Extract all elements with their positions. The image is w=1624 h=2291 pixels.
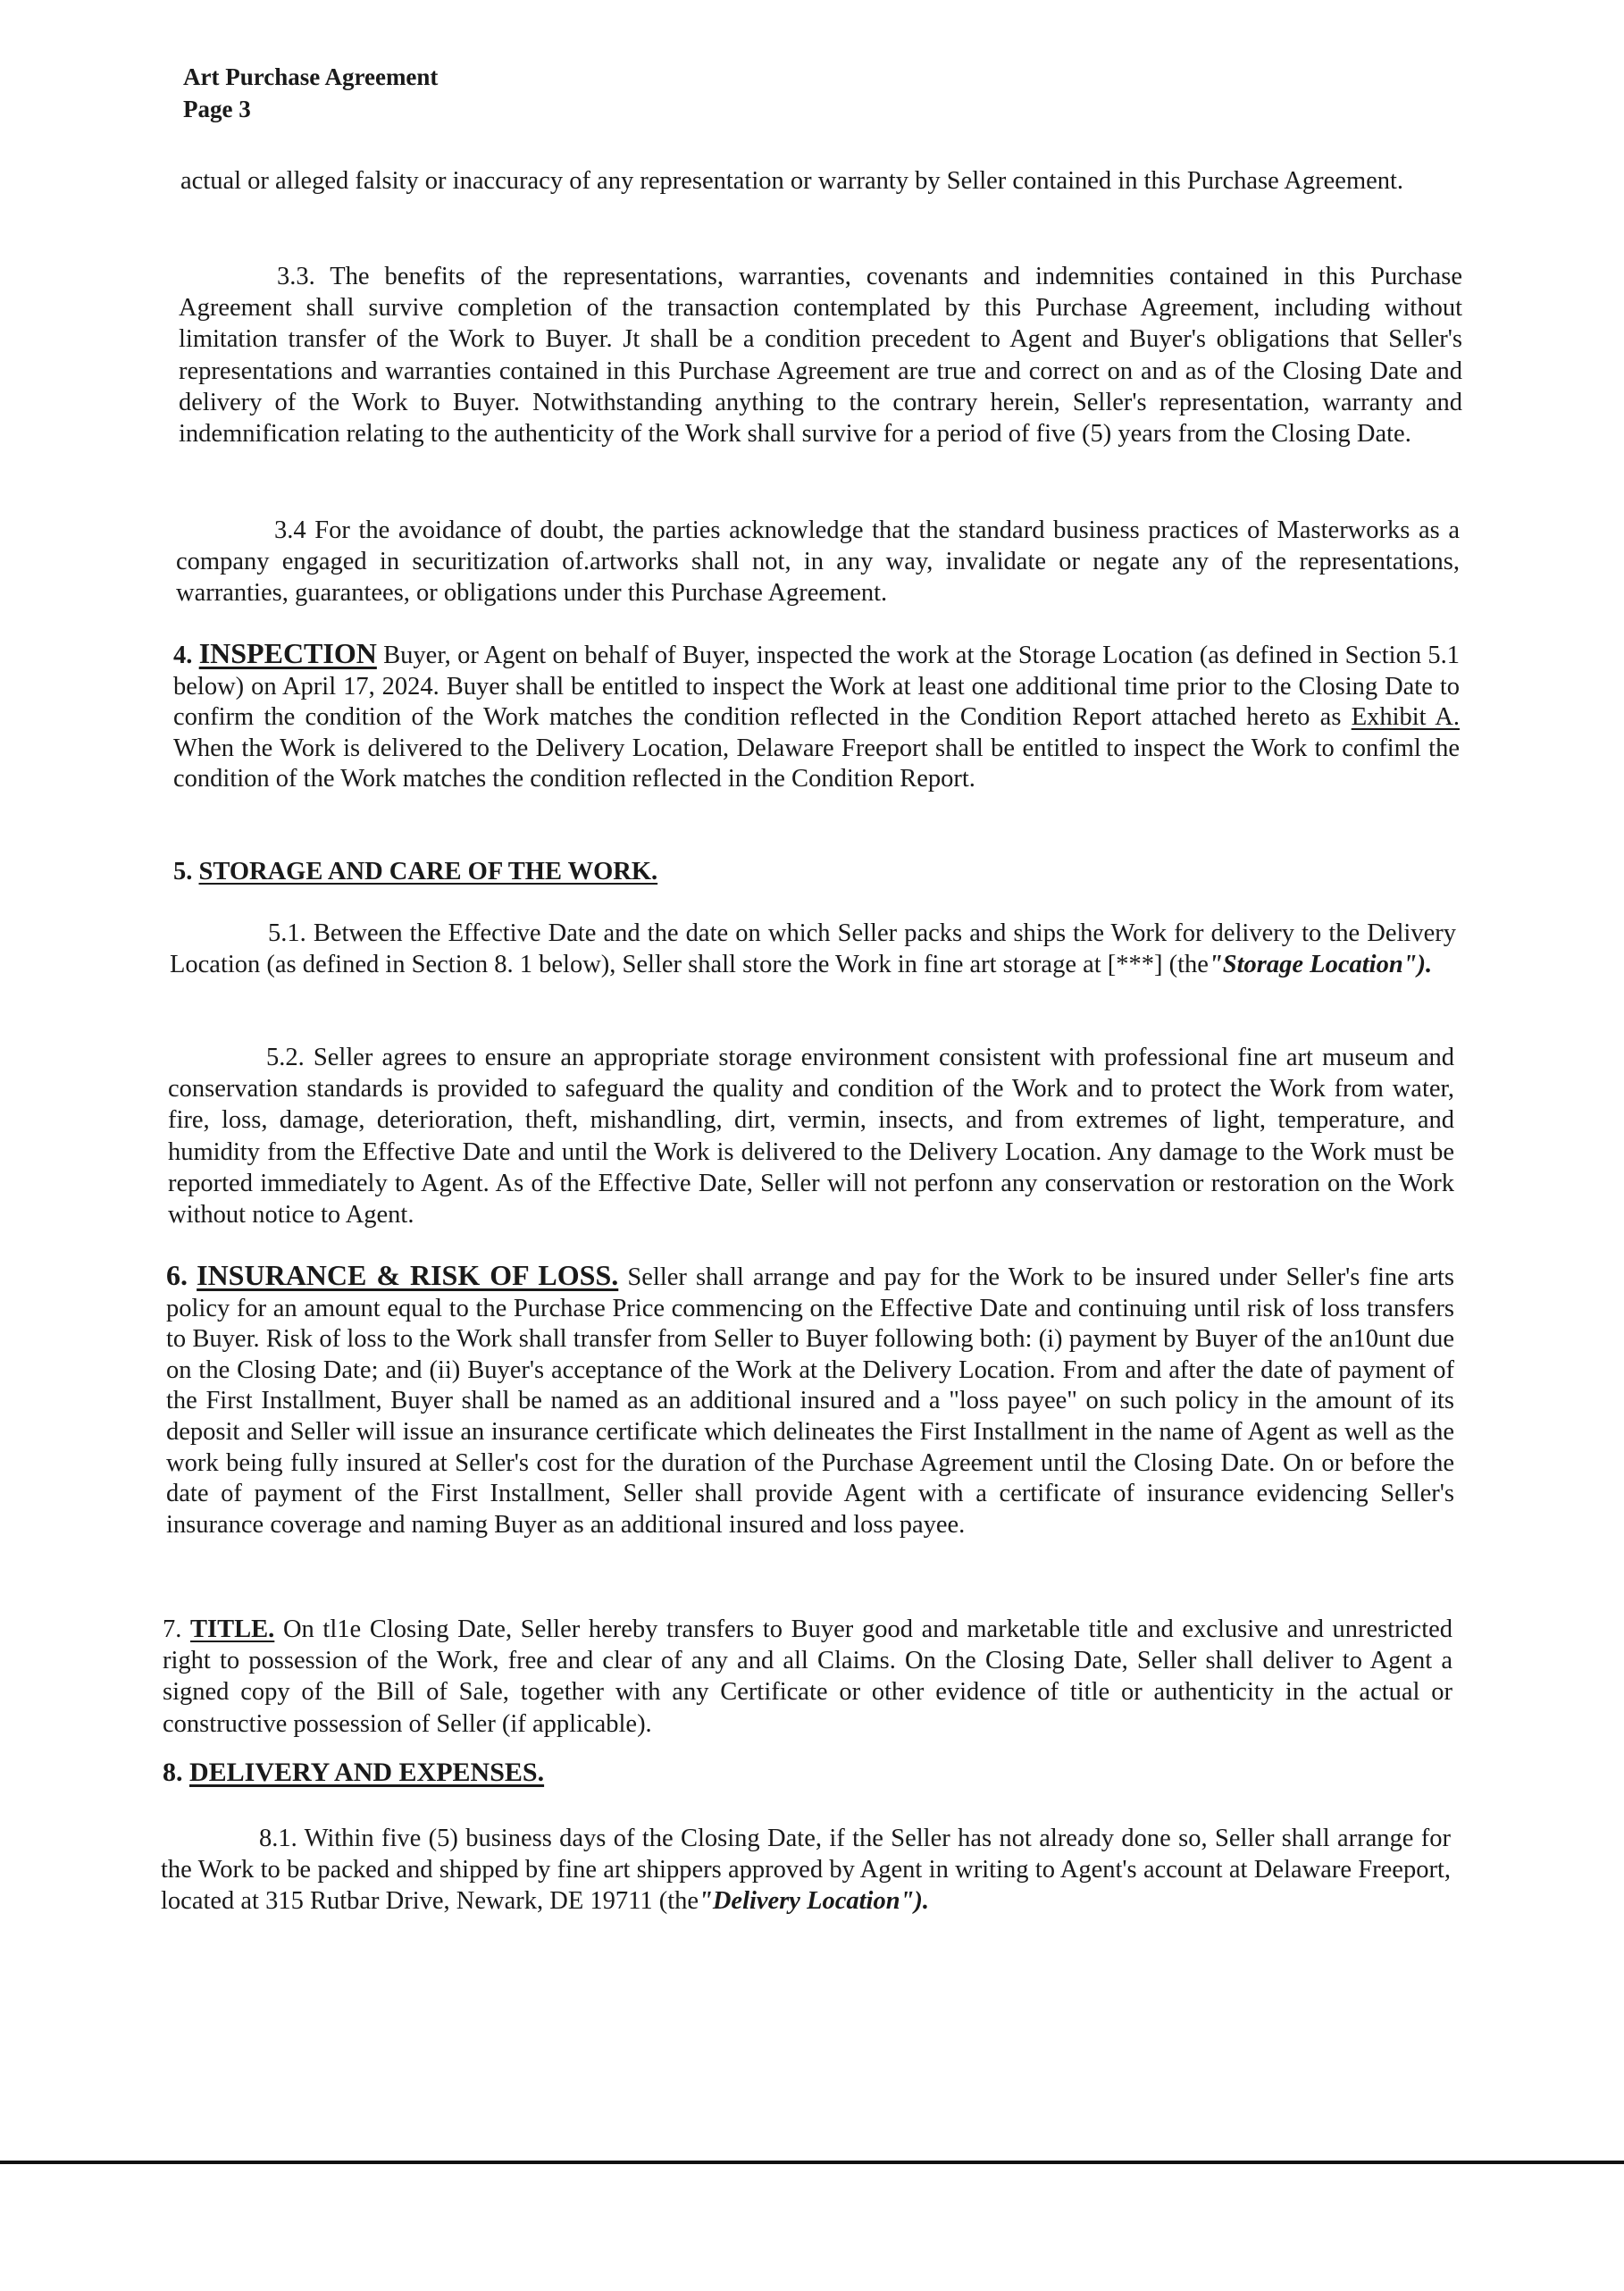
document-title: Art Purchase Agreement	[183, 63, 439, 90]
section-title: TITLE.	[190, 1615, 275, 1643]
paragraph-3-4: 3.4 For the avoidance of doubt, the parties acknowledge that the standard business practices of Masterworks as a company engaged in securitization of.artworks shall not, in any way, invalidate or negate any of the representations, warranties, guarantees, or obligations under this Purchase Agreement.	[176, 516, 1460, 608]
page-header	[183, 61, 438, 125]
section-title: INSURANCE & RISK OF LOSS.	[197, 1259, 619, 1291]
paragraph-3-3: 3.3. The benefits of the representations, warranties, covenants and indemnities contained in this Purchase Agreement shall survive completion of the transaction contemplated by this Purchase Agreement, including without limitation transfer of the Work to Buyer. Jt shall be a condition precedent to Agent and Buyer's obligations that Seller's representations and warranties contained in this Purchase Agreement are true and correct on and as of the Closing Date and delivery of the Work to Buyer. Notwithstanding anything to the contrary herein, Seller's representation, warranty and indemnification relating to the authenticity of the Work shall survive for a period of five (5) years from the Closing Date.	[179, 263, 1462, 449]
section-number: 6.	[166, 1259, 188, 1291]
section-number: 5.	[173, 858, 193, 885]
defined-term: "Delivery Location").	[699, 1887, 930, 1916]
section-5-heading	[173, 856, 1460, 887]
section-7-title: 7. TITLE. On tl1e Closing Date, Seller hereby transfers to Buyer good and marketable title and exclusive and unrestricted right to possession of the Work, free and clear of any and all Claims. On the Closing Date, Seller shall deliver to Agent a signed copy of the Bill of Sale, together with any Certificate or other evidence of title or authenticity in the actual or constructive possession of Seller (if applicable).	[163, 1615, 1453, 1738]
page-bottom-rule	[0, 2161, 1624, 2164]
paragraph-8-1: 8.1. Within five (5) business days of the Closing Date, if the Seller has not already done so, Seller shall arrange for the Work to be packed and shipped by fine art shippers approved by Agent in writing to Agent's account at Delaware Freeport, located at 315 Rutbar Drive, Newark, DE 19711 (the"Delivery Location").	[161, 1825, 1451, 1916]
paragraph-5-2: 5.2. Seller agrees to ensure an appropriate storage environment consistent with professional fine art museum and conservation standards is provided to safeguard the quality and condition of the Work and to protect the Work from water, fire, loss, damage, deterioration, theft, mishandling, dirt, vermin, insects, and from extremes of light, temperature, and humidity from the Effective Date and until the Work is delivered to the Delivery Location. Any damage to the Work must be reported immediately to Agent. As of the Effective Date, Seller will not perfonn any conservation or restoration on the Work without notice to Agent.	[168, 1044, 1454, 1229]
paragraph-5-1: 5.1. Between the Effective Date and the date on which Seller packs and ships the Work for delivery to the Delivery Location (as defined in Section 8. 1 below), Seller shall store the Work in fine art storage at [***] (the"Storage Location").	[170, 919, 1456, 978]
section-8-heading	[163, 1757, 1452, 1788]
exhibit-reference: Exhibit A.	[1351, 703, 1460, 731]
defined-term: "Storage Location").	[1208, 950, 1433, 978]
section-4-inspection: 4. INSPECTION Buyer, or Agent on behalf of Buyer, inspected the work at the Storage Location (as defined in Section 5.1 below) on April 17, 2024. Buyer shall be entitled to inspect the Work at least one additional time prior to the Closing Date to confirm the condition of the Work matches the condition reflected in the Condition Report attached hereto as Exhibit A. When the Work is delivered to the Delivery Location, Delaware Freeport shall be entitled to inspect the Work to confiml the condition of the Work matches the condition reflected in the Condition Report.	[173, 637, 1460, 793]
section-title: DELIVERY AND EXPENSES.	[189, 1758, 545, 1787]
section-6-insurance: 6. INSURANCE & RISK OF LOSS. Seller shall arrange and pay for the Work to be insured under Seller's fine arts policy for an amount equal to the Purchase Price commencing on the Effective Date and continuing until risk of loss transfers to Buyer. Risk of loss to the Work shall transfer from Seller to Buyer following both: (i) payment by Buyer of the an10unt due on the Closing Date; and (ii) Buyer's acceptance of the Work at the Delivery Location. From and after the date of payment of the First Installment, Buyer shall be named as an additional insured and a "loss payee" on such policy in the amount of its deposit and Seller will issue an insurance certificate which delineates the First Installment in the name of Agent as well as the work being fully insured at Seller's cost for the duration of the Purchase Agreement until the Closing Date. On or before the date of payment of the First Installment, Seller shall provide Agent with a certificate of insurance evidencing Seller's insurance coverage and naming Buyer as an additional insured and loss payee.	[166, 1259, 1455, 1539]
paragraph-continuation: actual or alleged falsity or inaccuracy of any representation or warranty by Seller contained in this Purchase Agreement.	[180, 167, 1404, 195]
section-number: 4.	[173, 642, 193, 669]
section-number: 7.	[163, 1615, 182, 1643]
section-title: STORAGE AND CARE OF THE WORK.	[198, 858, 658, 885]
section-title: INSPECTION	[198, 637, 377, 669]
page-number: Page 3	[183, 96, 251, 122]
section-number: 8.	[163, 1758, 183, 1787]
